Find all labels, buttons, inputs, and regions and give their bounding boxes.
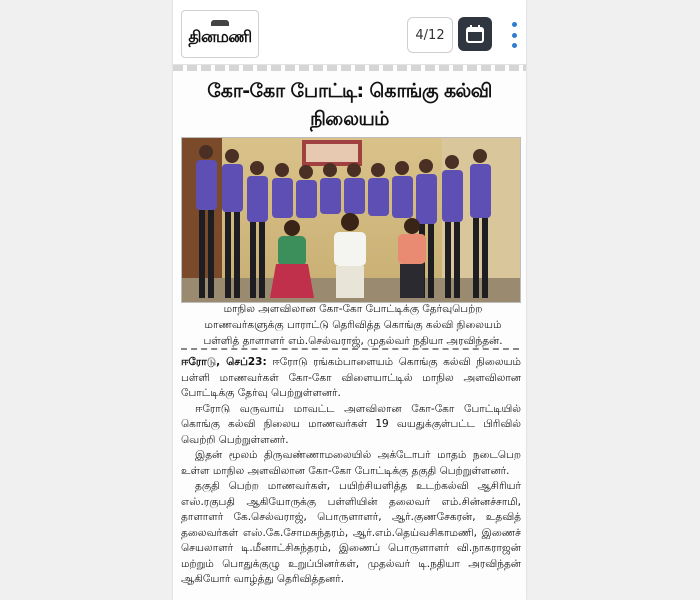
- paragraph-1-text: ஈரோடு ரங்கம்பாளையம் கொங்கு கல்வி நிலையம் பள்ளி மாணவர்கள் கோ-கோ விளையாட்டில் மாநில அளவிலான போட்டிக்கு தேர்வு பெற்றுள்ளனர்.: [181, 356, 521, 399]
- paragraph-1: [181, 355, 521, 402]
- section-divider: [181, 348, 519, 350]
- reader-viewport: [173, 0, 526, 600]
- paragraph-3: இதன் மூலம் திருவண்ணாமலையில் அக்டோபர் மாதம் நடைபெற உள்ள மாநில அளவிலான கோ-கோ போட்டிக்கு தகுதி பெற்றுள்ளனர்.: [181, 449, 521, 477]
- calendar-icon: [465, 24, 485, 44]
- clipping-top-edge: [173, 65, 526, 71]
- caption-line-2: மாணவர்களுக்கு பாராட்டு தெரிவித்த கொங்கு கல்வி நிலையம்: [204, 319, 502, 331]
- team-photo: [181, 137, 521, 303]
- app-header: [173, 0, 526, 65]
- team-photo-illustration: [182, 138, 520, 302]
- photo-caption: [193, 301, 513, 349]
- newspaper-clipping: [173, 65, 526, 600]
- calendar-button[interactable]: [458, 17, 492, 51]
- caption-line-1: மாநில அளவிலான கோ-கோ போட்டிக்கு தேர்வுபெற்ற: [223, 303, 483, 315]
- paragraph-4: தகுதி பெற்ற மாணவர்கள், பயிற்சியளித்த உடற்கல்வி ஆசிரியர் எஸ்.ரகுபதி ஆகியோருக்கு பள்ளியின் தலைவர் எம்.சின்னச்சாமி, தாளாளர் கே.செல்வராஜ், பொருளாளர், ஆர்.குணசேகரன், உதவித் தலைவர்கள் எஸ்.கே.சோமசுந்தரம், ஆர்.எம்.தெய்வசிகாமணி, இணைச் செயலாளர் டி.மீனாட்சிசுந்தரம், இணைப் பொருளாளர் வி.நாகராஜன் மற்றும் பொதுக்குழு உறுப்பினர்கள், முதல்வர் டி.நதியா அரவிந்தன் ஆகியோர் வாழ்த்து தெரிவித்தனர்.: [181, 480, 521, 585]
- logo-emblem: [211, 20, 229, 26]
- paragraph-2: ஈரோடு வருவாய் மாவட்ட அளவிலான கோ-கோ போட்டியில் கொங்கு கல்வி நிலைய மாணவர்கள் 19 வயதுக்குள்பட்ட பிரிவில் வெற்றி பெற்றுள்ளனர்.: [181, 402, 521, 446]
- dinamani-logo[interactable]: [181, 10, 259, 58]
- dateline: ஈரோடு, செப்23:: [181, 356, 267, 368]
- page-indicator[interactable]: 4/12: [407, 17, 453, 53]
- kebab-menu-icon[interactable]: [509, 22, 519, 48]
- article-body: [181, 355, 521, 588]
- headline-line-1: கோ-கோ போட்டி: கொங்கு கல்வி நிலையம்: [207, 80, 492, 130]
- logo-text: தினமணி: [188, 27, 252, 46]
- caption-line-3: பள்ளித் தாளாளர் எம்.செல்வராஜ், முதல்வர் நதியா அரவிந்தன்.: [203, 335, 503, 347]
